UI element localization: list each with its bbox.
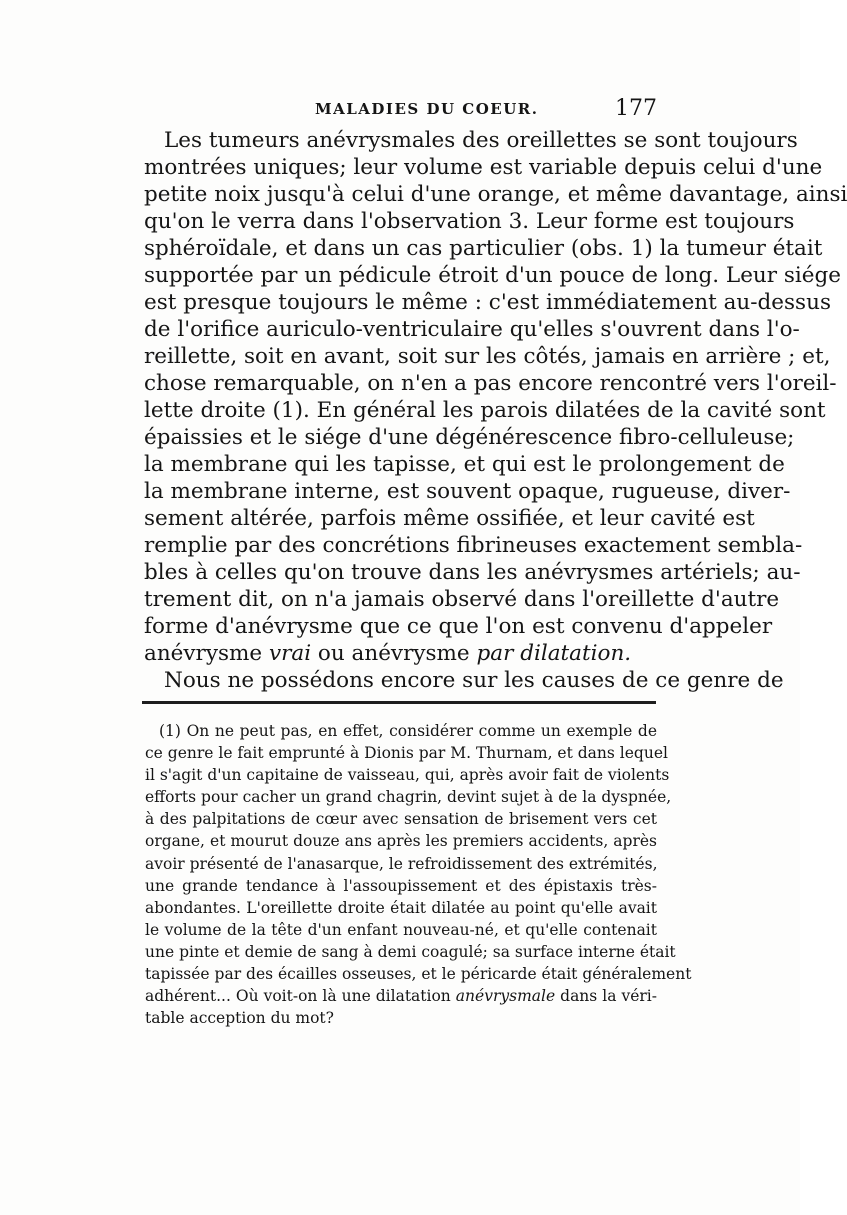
italic-term: vrai bbox=[268, 641, 312, 666]
text-line: Les tumeurs anévrysmales des oreillettes se sont toujours bbox=[164, 128, 798, 153]
text-line-mixed bbox=[144, 640, 657, 667]
footnote-line: organe, et mourut douze ans après les premiers accidents, après bbox=[145, 832, 657, 851]
text-line: supportée par un pédicule étroit d'un pouce de long. Leur siége bbox=[144, 263, 842, 288]
text-line: montrées uniques; leur volume est variable depuis celui d'une bbox=[144, 155, 823, 180]
text-line: sement altérée, parfois même ossifiée, et leur cavité est bbox=[144, 506, 755, 531]
text-line: reillette, soit en avant, soit sur les côtés, jamais en arrière ; et, bbox=[144, 344, 831, 369]
text-line: qu'on le verra dans l'observation 3. Leur forme est toujours bbox=[144, 209, 795, 234]
footnote-line: (1) On ne peut pas, en effet, considérer comme un exemple de bbox=[159, 722, 657, 740]
text-line: sphéroïdale, et dans un cas particulier (obs. 1) la tumeur était bbox=[144, 236, 823, 261]
footnote-line: une grande tendance à l'assoupissement et des épistaxis très- bbox=[145, 876, 657, 895]
text-line: remplie par des concrétions fibrineuses exactement sembla- bbox=[144, 533, 803, 558]
footnote-line: il s'agit d'un capitaine de vaisseau, qui, après avoir fait de violents bbox=[145, 766, 670, 785]
text-line: chose remarquable, on n'en a pas encore rencontré vers l'oreil- bbox=[144, 371, 837, 396]
text-line: bles à celles qu'on trouve dans les anévrysmes artériels; au- bbox=[144, 560, 801, 585]
text-line: la membrane interne, est souvent opaque, rugueuse, diver- bbox=[144, 479, 791, 504]
footnote-line: table acception du mot? bbox=[145, 1009, 334, 1028]
footnote-line: efforts pour cacher un grand chagrin, devint sujet à de la dyspnée, bbox=[145, 788, 672, 807]
page-number: 177 bbox=[615, 96, 657, 121]
main-text bbox=[144, 127, 847, 694]
text-segment: adhérent... Où voit-on là une dilatation bbox=[145, 987, 451, 1006]
text-line: trement dit, on n'a jamais observé dans l'oreillette d'autre bbox=[144, 587, 780, 612]
text-segment: anévrysme bbox=[144, 641, 263, 666]
footnote bbox=[145, 720, 692, 1029]
footnote-line: abondantes. L'oreillette droite était dilatée au point qu'elle avait bbox=[145, 898, 657, 917]
footnote-line: avoir présenté de l'anasarque, le refroidissement des extrémités, bbox=[145, 854, 658, 873]
text-line: de l'orifice auriculo-ventriculaire qu'elles s'ouvrent dans l'o- bbox=[144, 317, 800, 342]
footnote-line: une pinte et demie de sang à demi coagulé; sa surface interne était bbox=[145, 942, 676, 961]
page-header bbox=[144, 96, 657, 126]
text-segment: ou anévrysme bbox=[317, 641, 470, 666]
footnote-line: ce genre le fait emprunté à Dionis par M. Thurnam, et dans lequel bbox=[145, 744, 668, 763]
text-line: petite noix jusqu'à celui d'une orange, et même davantage, ainsi bbox=[144, 182, 847, 207]
footnote-line: tapissée par des écailles osseuses, et le péricarde était généralement bbox=[145, 965, 692, 984]
text-line: Nous ne possédons encore sur les causes de ce genre de bbox=[164, 668, 784, 693]
text-line: lette droite (1). En général les parois dilatées de la cavité sont bbox=[144, 398, 826, 423]
text-line: est presque toujours le même : c'est immédiatement au-dessus bbox=[144, 290, 831, 315]
text-line: la membrane qui les tapisse, et qui est le prolongement de bbox=[144, 452, 785, 477]
text-line: forme d'anévrysme que ce que l'on est convenu d'appeler bbox=[144, 614, 773, 639]
running-title: MALADIES DU COEUR. bbox=[315, 100, 539, 118]
text-segment: dans la véri- bbox=[560, 987, 657, 1006]
italic-term: anévrysmale bbox=[455, 987, 556, 1006]
footnote-line: à des palpitations de cœur avec sensation de brisement vers cet bbox=[145, 810, 657, 829]
footnote-line-mixed bbox=[145, 985, 657, 1007]
footnote-line: le volume de la tête d'un enfant nouveau-né, et qu'elle contenait bbox=[145, 920, 657, 939]
italic-term: par dilatation. bbox=[476, 641, 632, 666]
text-line: épaissies et le siége d'une dégénérescence fibro-celluleuse; bbox=[144, 425, 795, 450]
footnote-rule bbox=[142, 701, 656, 704]
